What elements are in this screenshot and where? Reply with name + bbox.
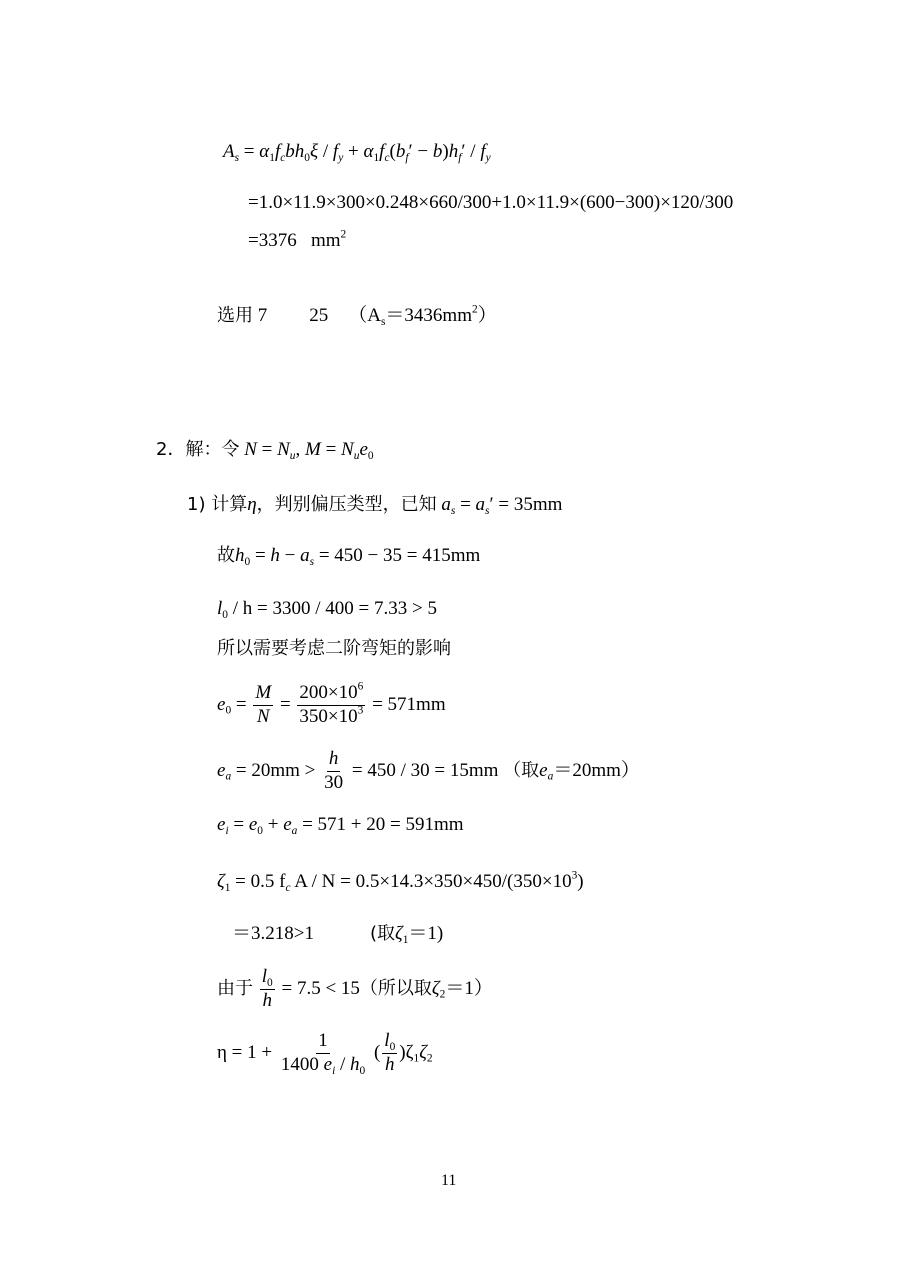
- e0-ratio-fraction: $\frac{M}{N}$: [255, 682, 272, 727]
- formula-as-line2: =1.0×11.9×300×0.248×660/300+1.0×11.9×(600−300)×120/300: [248, 192, 734, 213]
- step1-line: 1) 计算η，判别偏压类型，已知 $a_s = a_s' = 35mm$: [187, 494, 563, 517]
- page-number: 11: [441, 1172, 457, 1189]
- eta-l0-over-h-fraction: $\frac{l_0}{h}$: [384, 1030, 396, 1075]
- e0-value-fraction: $\frac{200\times 10^6}{350\times 10^3}$: [299, 680, 364, 727]
- selection-line: 选用 7 25 $(A_s=3436mm^2)$: [217, 303, 497, 328]
- formula-as-line3: =3376 $mm^2$: [248, 228, 347, 251]
- zeta2-line: 由于 $\frac{l_0}{h}$ = 7.5 < 15（所以取$\zeta_2=1$）: [217, 966, 493, 1011]
- eta-fraction: $\frac{1}{1400 e_i / h_0}$: [280, 1030, 366, 1077]
- eta-line: η = 1 + $\frac{1}{1400 e_i / h_0}$ ( $\frac{l_0}{h}$ )$\zeta_1\zeta_2$: [217, 1030, 433, 1077]
- zeta1-result-line: ＝3.218>1 (取$\zeta_1=1$): [232, 923, 444, 946]
- q2-heading: 2．解：令 $N = N_u$, $M = N_ue_0$: [156, 439, 374, 462]
- second-order-note: 所以需要考虑二阶弯矩的影响: [217, 638, 451, 659]
- ei-line: $e_i = e_0 + e_a = 571 + 20 = 591mm$: [217, 814, 464, 837]
- ea-fraction: $\frac{h}{30}$: [324, 748, 344, 793]
- zeta1-line: $\zeta_1 = 0.5$ $f_c$ $A / N = 0.5\times 14.3\times 350\times 450/(350\times 10^3)$: [217, 869, 584, 894]
- l0h-line: $l_0 / h = 3300 / 400 = 7.33 > 5$: [217, 598, 437, 621]
- e0-line: $e_0$ = $\frac{M}{N}$ = $\frac{200\times 10^6}{350\times 10^3}$ = 571mm: [217, 680, 446, 727]
- formula-as-line1: $A_s = \alpha_1f_cbh_0\xi / f_y + \alpha_1f_c(b_f' - b)h_f' / f_y$: [223, 141, 491, 164]
- ea-line: $e_a = 20mm$ > $\frac{h}{30}$ = 450 / 30 = 15mm （取$e_a=20mm$）: [217, 748, 640, 793]
- h0-line: 故$h_0 = h - a_s = 450 - 35 = 415mm$: [217, 545, 481, 568]
- l0-over-h-fraction: $\frac{l_0}{h}$: [261, 966, 273, 1011]
